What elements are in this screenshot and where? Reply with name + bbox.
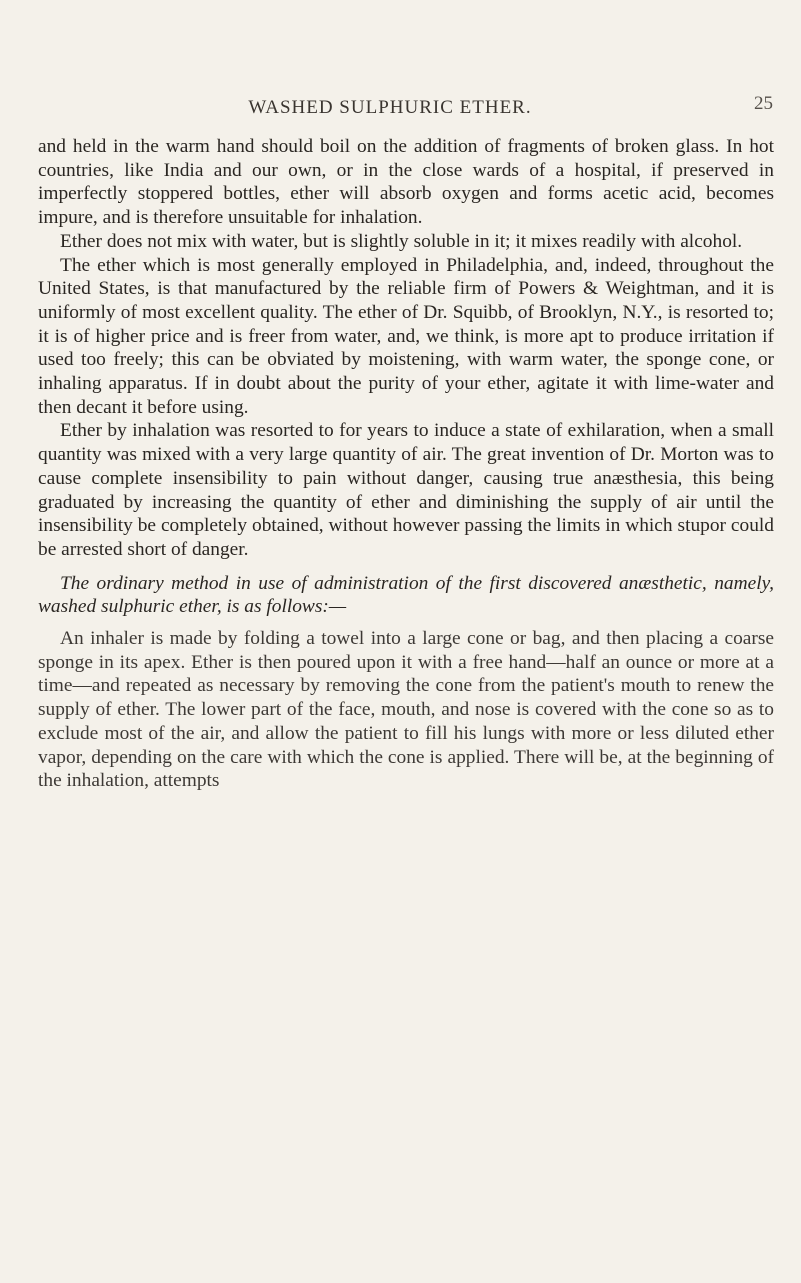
page-number: 25: [754, 93, 773, 114]
running-head: [0, 93, 801, 125]
body-text: [38, 135, 774, 793]
paragraph-continuation: and held in the warm hand should boil on the addition of fragments of broken glass. In hot countries, like India and our own, or in the close wards of a hospital, if preserved in imperfectly stoppered bottles, ether will absorb oxygen and forms acetic acid, becomes impure, and is therefore unsuitable for inhalation.: [38, 136, 774, 229]
paragraph-morton: Ether by inhalation was resorted to for years to induce a state of exhilaration, when a small quantity was mixed with a very large quantity of air. The great invention of Dr. Morton was to cause complete insensibility to pain without danger, causing true anæsthesia, this being graduated by increasing the quantity of ether and diminishing the supply of air until the insensibility be completely obtained, without however passing the limits in which stupor could be arrested short of danger.: [38, 420, 774, 560]
paragraph-ether-sources: The ether which is most generally employed in Philadelphia, and, indeed, throughout the United States, is that manufactured by the reliable firm of Powers & Weightman, and it is uniformly of most excellent quality. The ether of Dr. Squibb, of Brooklyn, N.Y., is resorted to; it is of higher price and is freer from water, and, we think, is more apt to produce irritation if used too freely; this can be obviated by moistening, with warm water, the sponge cone, or inhaling apparatus. If in doubt about the purity of your ether, agitate it with lime-water and then decant it before using.: [38, 254, 774, 418]
paragraph-inhaler-method: An inhaler is made by folding a towel into a large cone or bag, and then placing a coarse sponge in its apex. Ether is then poured upon it with a free hand—half an ounce or more at a time—and repeated as necessary by removing the cone from the patient's mouth to renew the supply of ether. The lower part of the face, mouth, and nose is covered with the cone so as to exclude most of the air, and allow the patient to fill his lungs with more or less diluted ether vapor, depending on the care with which the cone is applied. There will be, at the beginning of the inhalation, attempts: [38, 628, 774, 792]
method-intro: The ordinary method in use of administration of the first discovered anæsthetic, namely, washed sulphuric ether, is as follows:—: [38, 572, 774, 618]
running-title: WASHED SULPHURIC ETHER.: [248, 97, 532, 118]
paragraph-solubility: Ether does not mix with water, but is slightly soluble in it; it mixes readily with alcohol.: [60, 230, 743, 252]
